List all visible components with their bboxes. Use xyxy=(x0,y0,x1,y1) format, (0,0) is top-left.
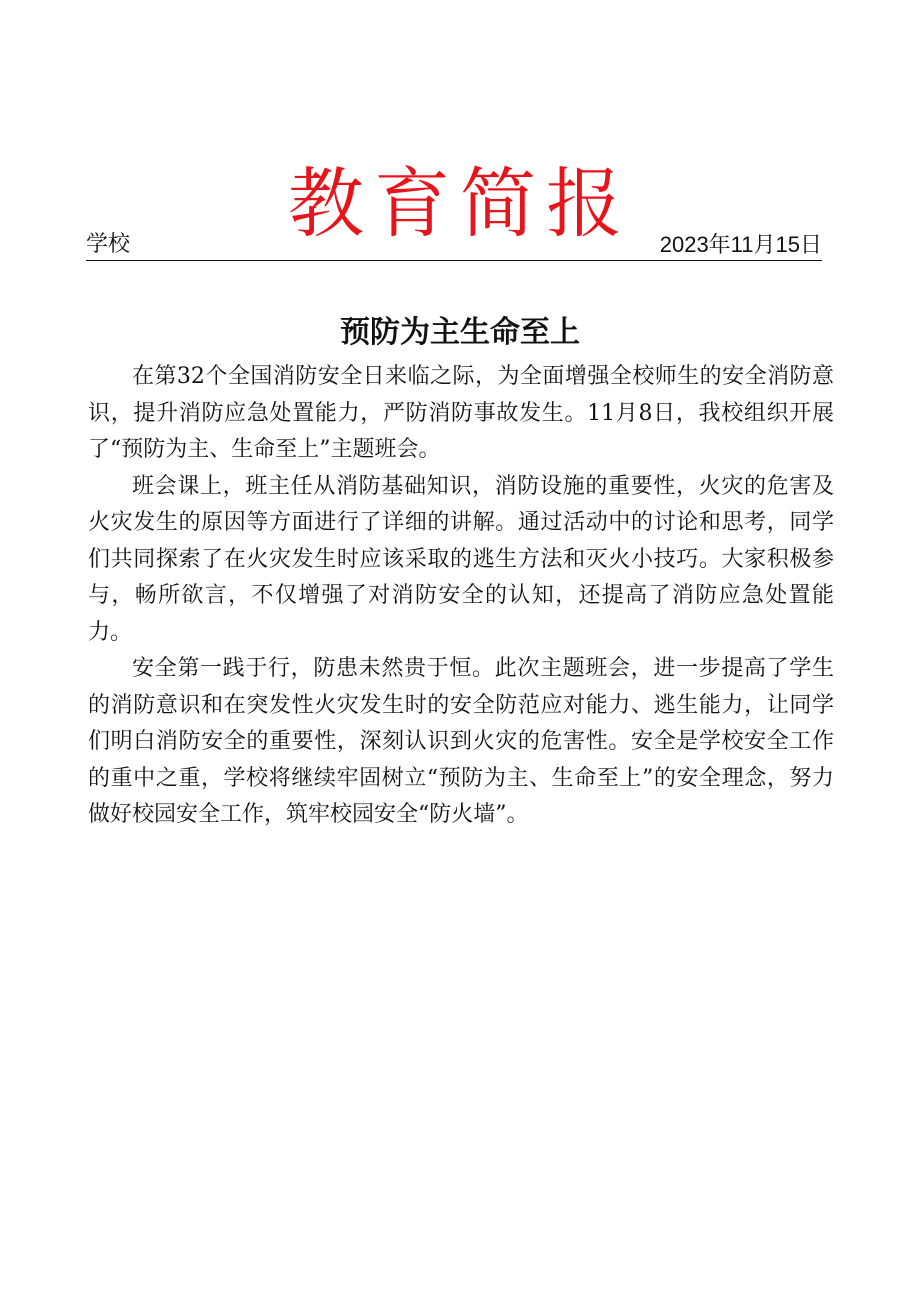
issue-date: 2023年11月15日 xyxy=(659,232,822,257)
article-paragraph: 班会课上，班主任从消防基础知识，消防设施的重要性，火灾的危害及火灾发生的原因等方面进行了详细的讲解。通过活动中的讨论和思考，同学们共同探索了在火灾发生时应该采取的逃生方法和灭火小技巧。大家积极参与，畅所欲言，不仅增强了对消防安全的认知，还提高了消防应急处置能力。 xyxy=(88,473,834,645)
school-label: 学校 xyxy=(86,232,131,257)
article-paragraph: 在第32个全国消防安全日来临之际，为全面增强全校师生的安全消防意识，提升消防应急处置能力，严防消防事故发生。11月8日，我校组织开展了“预防为主、生命至上”主题班会。 xyxy=(88,364,834,462)
masthead-title: 教育简报 xyxy=(288,158,632,248)
article-body xyxy=(88,359,834,834)
school-date-line xyxy=(86,230,822,261)
article-title: 预防为主生命至上 xyxy=(340,314,580,350)
article-paragraph: 安全第一践于行，防患未然贵于恒。此次主题班会，进一步提高了学生的消防意识和在突发性火灾发生时的安全防范应对能力、逃生能力，让同学们明白消防安全的重要性，深刻认识到火灾的危害性。安全是学校安全工作的重中之重，学校将继续牢固树立“预防为主、生命至上”的安全理念，努力做好校园安全工作，筑牢校园安全“防火墙”。 xyxy=(88,656,834,827)
